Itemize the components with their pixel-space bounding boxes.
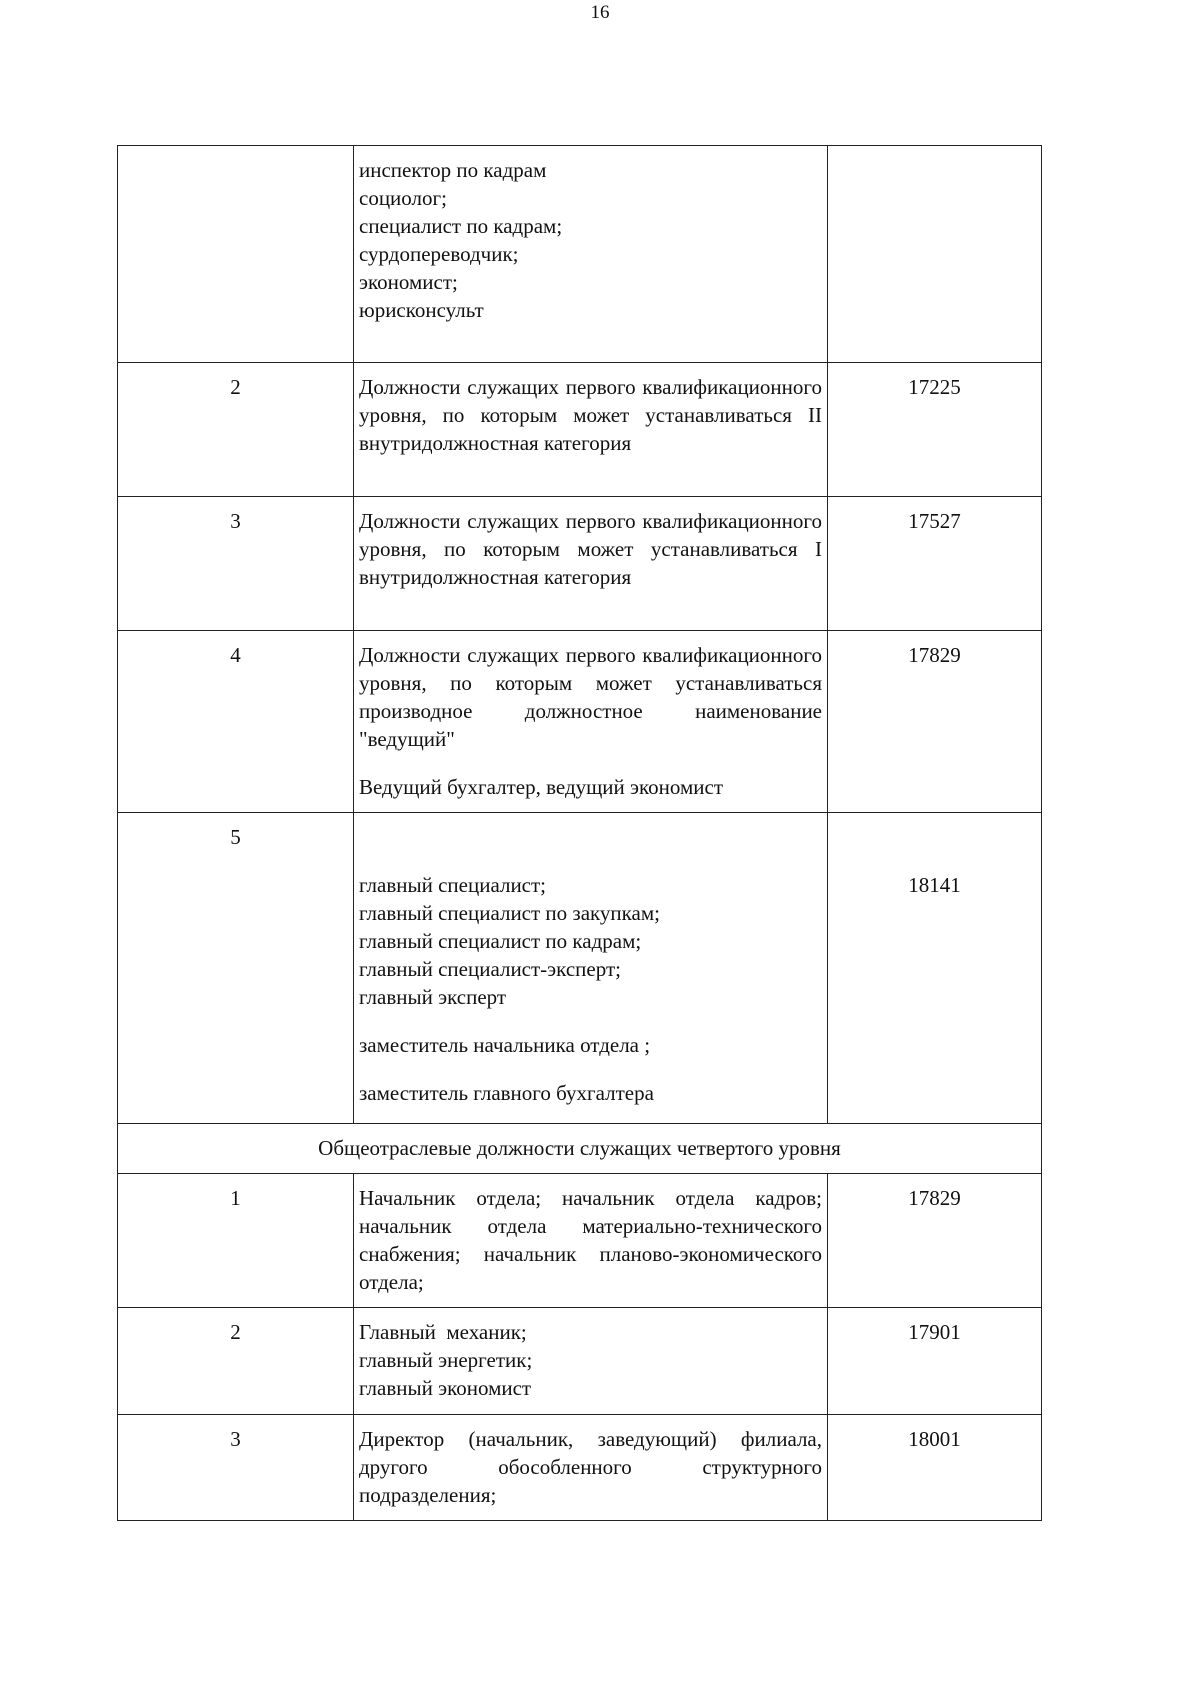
salary-value: 17829: [828, 1174, 1042, 1308]
table-row: [118, 146, 1042, 363]
position-group-text: Должности служащих первого квалификационного уровня, по которым может устанавливаться производное должностное наименование "ведущий": [359, 643, 822, 751]
position-item: главный экономист: [359, 1376, 532, 1400]
position-list: [354, 813, 828, 1124]
page-number: 16: [590, 2, 610, 23]
position-item: главный эксперт: [359, 985, 507, 1009]
position-item: заместитель начальника отдела ;: [359, 1033, 651, 1057]
position-item: заместитель главного бухгалтера: [359, 1081, 654, 1105]
position-description: Начальник отдела; начальник отдела кадров; начальник отдела материально-технического снабжения; начальник планово-экономического отдела;: [354, 1174, 828, 1308]
position-item: главный специалист по закупкам;: [359, 901, 661, 925]
section-header-row: [118, 1124, 1042, 1174]
position-item: сурдопереводчик;: [359, 242, 519, 266]
salary-value: 17829: [828, 631, 1042, 813]
position-description: [354, 631, 828, 813]
position-description: Должности служащих первого квалификационного уровня, по которым может устанавливаться I внутридолжностная категория: [354, 497, 828, 631]
salary-value: [828, 146, 1042, 363]
position-item: инспектор по кадрам: [359, 158, 547, 182]
position-list: [354, 146, 828, 363]
salary-value: 18141: [828, 813, 1042, 1124]
row-number: [118, 146, 354, 363]
salary-value: 17225: [828, 363, 1042, 497]
position-description: Директор (начальник, заведующий) филиала, другого обособленного структурного подразделения;: [354, 1415, 828, 1521]
salary-value: 17527: [828, 497, 1042, 631]
table-row: [118, 497, 1042, 631]
position-examples: Ведущий бухгалтер, ведущий экономист: [359, 775, 724, 799]
table-row: [118, 363, 1042, 497]
position-description: Должности служащих первого квалификационного уровня, по которым может устанавливаться II внутридолжностная категория: [354, 363, 828, 497]
position-item: Главный механик;: [359, 1320, 527, 1344]
table-row: [118, 1308, 1042, 1415]
table-row: [118, 813, 1042, 1124]
table-row: [118, 1174, 1042, 1308]
row-number: 3: [118, 497, 354, 631]
position-item: главный специалист;: [359, 873, 547, 897]
salary-table: [117, 145, 1042, 1521]
table-row: [118, 1415, 1042, 1521]
table-row: [118, 631, 1042, 813]
position-item: экономист;: [359, 270, 458, 294]
row-number: 1: [118, 1174, 354, 1308]
position-item: юрисконсульт: [359, 298, 484, 322]
position-item: главный специалист по кадрам;: [359, 929, 642, 953]
row-number: 2: [118, 1308, 354, 1415]
row-number: 2: [118, 363, 354, 497]
salary-value: 17901: [828, 1308, 1042, 1415]
position-item: главный энергетик;: [359, 1348, 533, 1372]
position-item: специалист по кадрам;: [359, 214, 563, 238]
row-number: 5: [118, 813, 354, 1124]
position-item: социолог;: [359, 186, 447, 210]
position-list: [354, 1308, 828, 1415]
section-title: Общеотраслевые должности служащих четвертого уровня: [118, 1124, 1042, 1174]
salary-value: 18001: [828, 1415, 1042, 1521]
position-item: главный специалист-эксперт;: [359, 957, 621, 981]
row-number: 4: [118, 631, 354, 813]
row-number: 3: [118, 1415, 354, 1521]
